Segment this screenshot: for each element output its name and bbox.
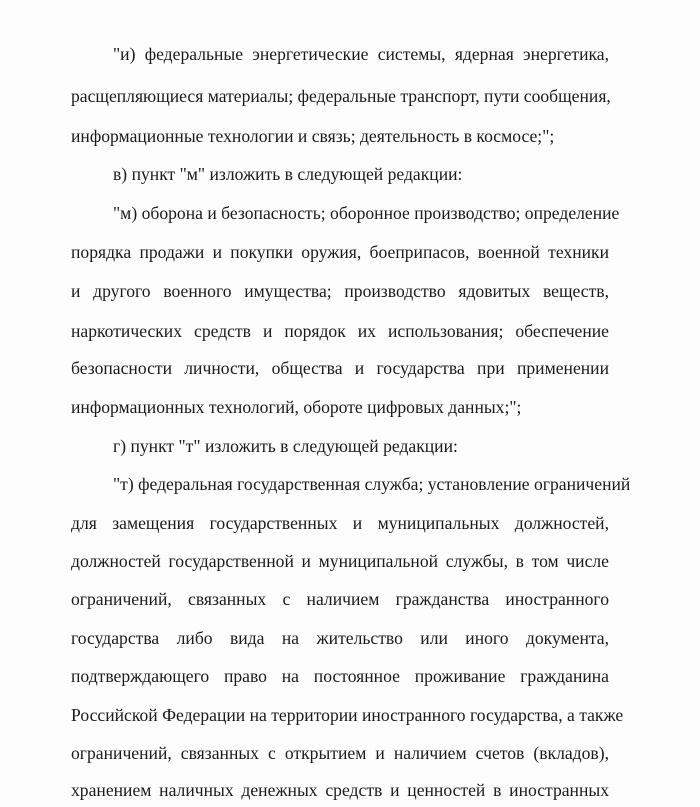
text-line-6: порядка продажи и покупки оружия, боеприпасов, военной техники [71,242,609,262]
text-line-19: ограничений, связанных с открытием и наличием счетов (вкладов), [71,743,609,763]
text-line-17: подтверждающего право на постоянное проживание гражданина [71,666,609,686]
text-line-13: для замещения государственных и муниципальных должностей, [71,513,609,533]
text-line-1: "и) федеральные энергетические системы, ядерная энергетика, [113,44,609,64]
text-line-15: ограничений, связанных с наличием гражданства иностранного [71,589,609,609]
text-line-14: должностей государственной и муниципальной службы, в том числе [71,551,609,571]
text-line-16: государства либо вида на жительство или иного документа, [71,628,609,648]
text-line-3: информационные технологии и связь; деятельность в космосе;"; [71,126,555,146]
text-line-4: в) пункт "м" изложить в следующей редакции: [113,164,463,184]
text-line-12: "т) федеральная государственная служба; установление ограничений [113,474,631,494]
text-line-20: хранением наличных денежных средств и ценностей в иностранных [71,780,609,800]
text-line-8: наркотических средств и порядок их использования; обеспечение [71,321,609,341]
text-line-7: и другого военного имущества; производство ядовитых веществ, [71,281,609,301]
text-line-18: Российской Федерации на территории иностранного государства, а также [71,705,624,725]
text-line-11: г) пункт "т" изложить в следующей редакции: [113,436,458,456]
text-line-10: информационных технологий, обороте цифровых данных;"; [71,397,522,417]
text-line-2: расщепляющиеся материалы; федеральные транспорт, пути сообщения, [71,86,611,106]
text-line-5: "м) оборона и безопасность; оборонное производство; определение [113,203,620,223]
text-line-9: безопасности личности, общества и государства при применении [71,358,609,378]
